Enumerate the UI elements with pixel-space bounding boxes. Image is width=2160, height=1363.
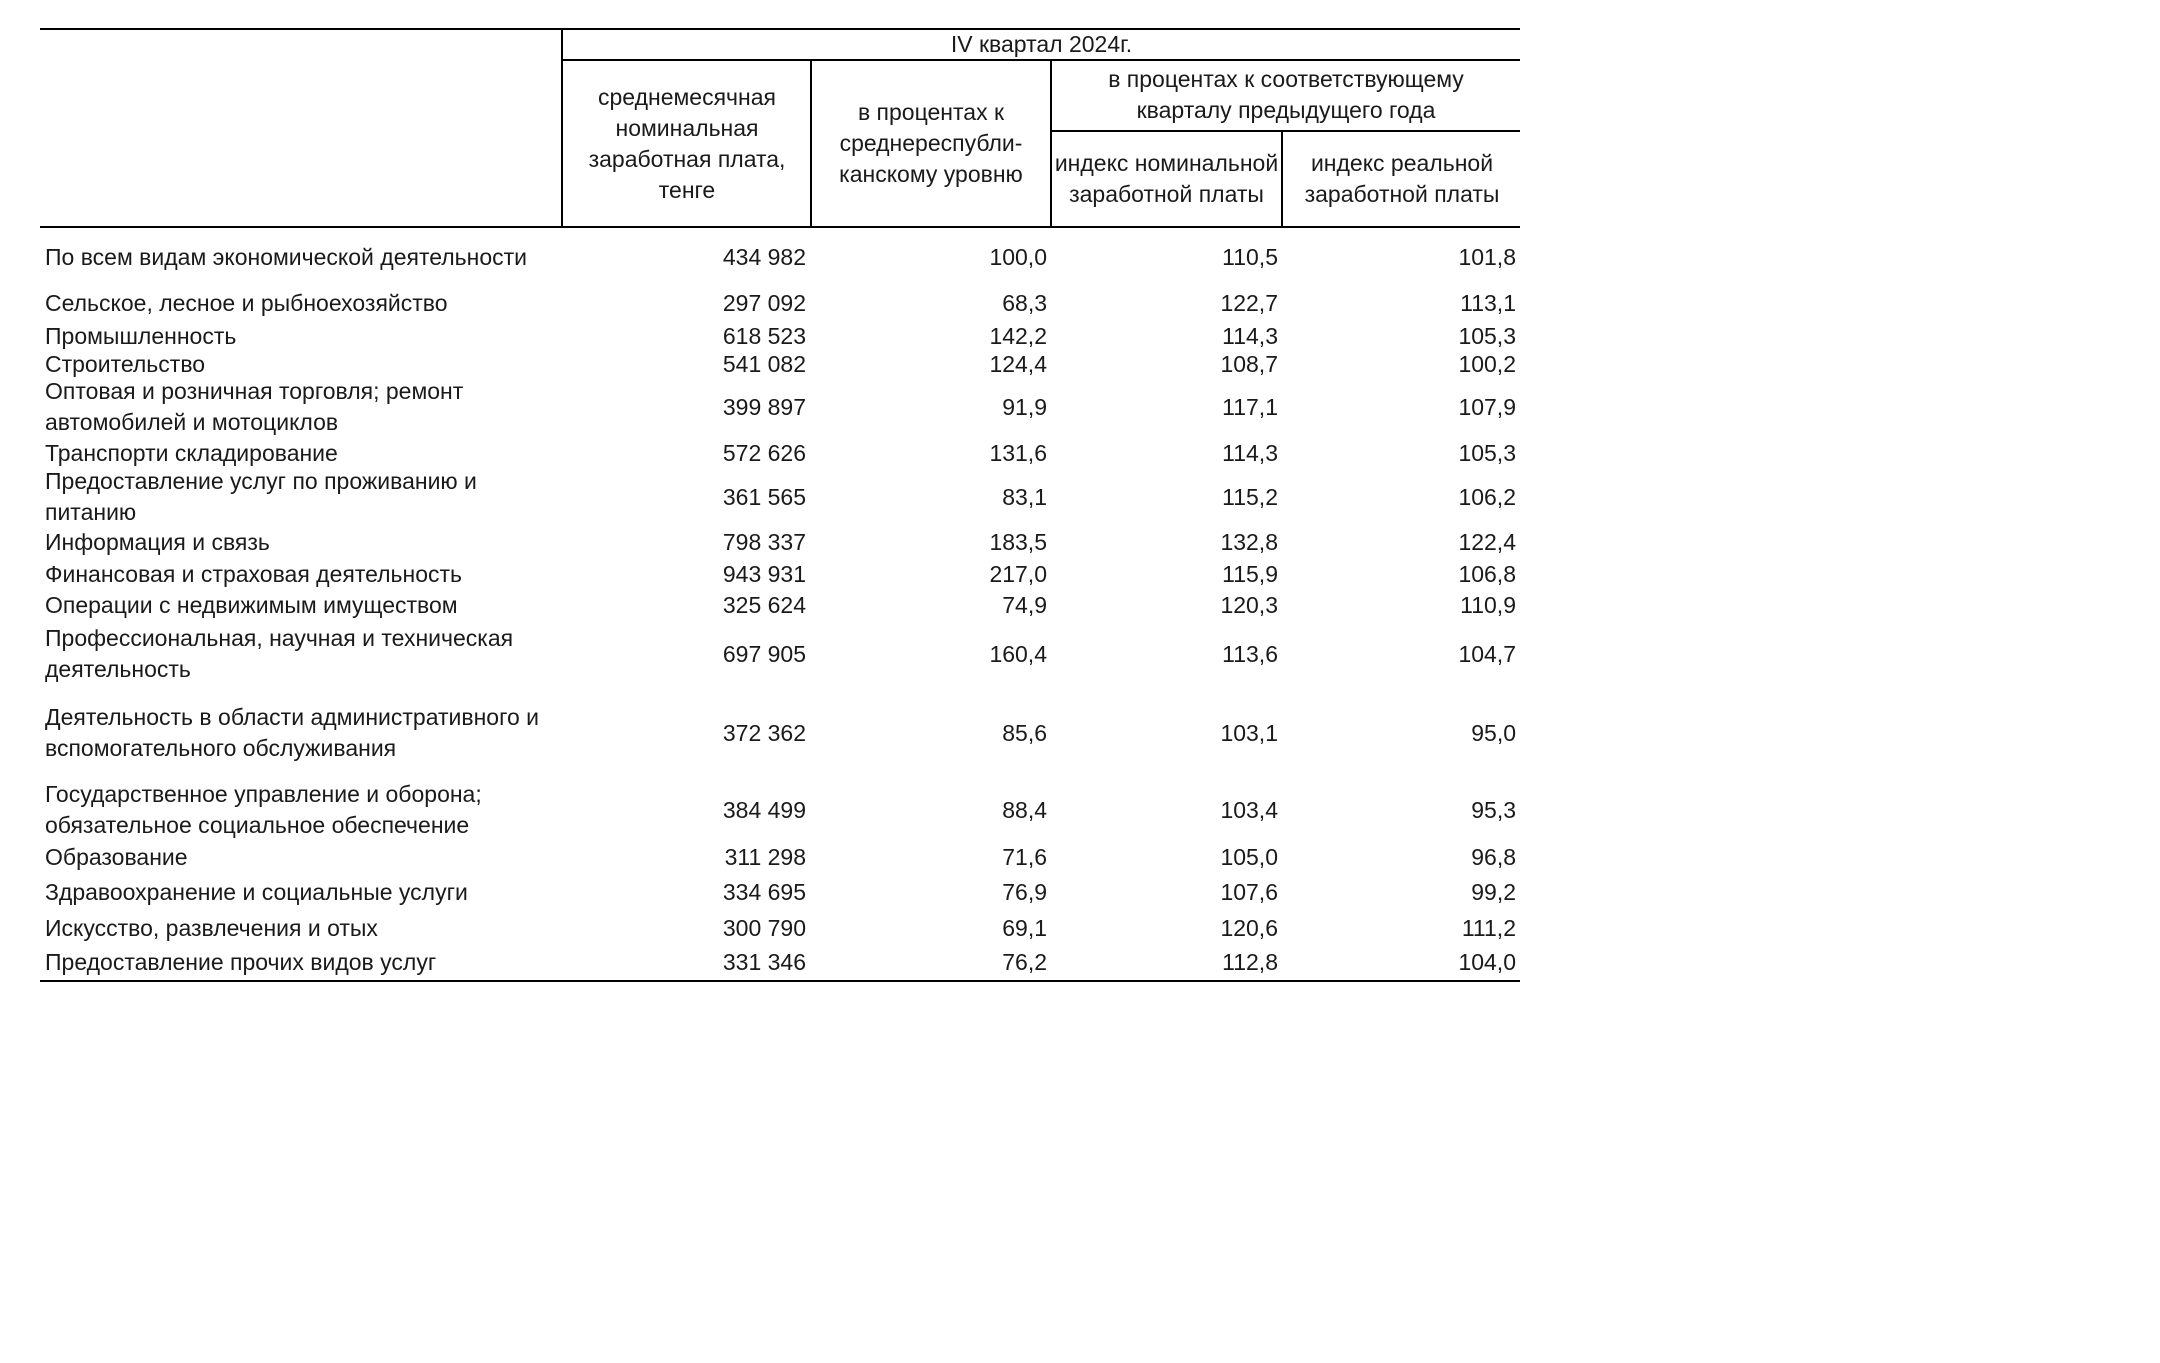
row-nominal-index: 112,8 (1222, 949, 1278, 975)
row-real-index: 99,2 (1471, 878, 1516, 905)
row-real-index: 105,3 (1458, 322, 1516, 349)
row-name: Деятельность в области административного и вспомогательного обслуживания (45, 704, 539, 761)
row-real-index: 104,7 (1458, 640, 1516, 667)
row-nominal-index: 117,1 (1222, 393, 1278, 420)
row-pct-avg: 76,2 (1002, 949, 1047, 975)
row-wage: 541 082 (722, 350, 806, 377)
row-name: Строительство (45, 350, 206, 377)
row-pct-avg: 68,3 (1002, 289, 1047, 316)
row-nominal-index: 114,3 (1222, 322, 1278, 349)
row-real-index: 110,9 (1460, 591, 1516, 618)
row-name: Промышленность (45, 322, 237, 349)
row-wage: 697 905 (722, 640, 806, 667)
header-period: IV квартал 2024г. (950, 30, 1133, 57)
header-wage: среднемесячная номинальная заработная плата, тенге (588, 83, 786, 203)
row-wage: 372 362 (722, 719, 806, 746)
row-name: Профессиональная, научная и техническая деятельность (45, 625, 514, 682)
row-name: Финансовая и страховая деятельность (45, 560, 463, 587)
row-wage: 300 790 (722, 914, 806, 941)
row-name: Транспорти складирование (45, 439, 338, 466)
row-nominal-index: 113,6 (1222, 640, 1278, 667)
row-pct-avg: 131,6 (989, 439, 1047, 466)
row-name: Искусство, развлечения и отых (45, 914, 378, 941)
row-wage: 334 695 (722, 878, 806, 905)
row-wage: 572 626 (722, 439, 806, 466)
row-nominal-index: 120,3 (1220, 591, 1278, 618)
row-wage: 434 982 (722, 243, 806, 270)
row-real-index: 96,8 (1471, 843, 1516, 870)
row-wage: 297 092 (722, 289, 806, 316)
row-real-index: 95,0 (1471, 719, 1516, 746)
row-name: Предоставление прочих видов услуг (45, 949, 437, 975)
row-pct-avg: 74,9 (1002, 591, 1047, 618)
row-pct-avg: 76,9 (1002, 878, 1047, 905)
row-nominal-index: 122,7 (1220, 289, 1278, 316)
header-divider-4 (1281, 131, 1283, 227)
row-real-index: 106,8 (1458, 560, 1516, 587)
header-divider-3 (1050, 60, 1052, 227)
row-nominal-index: 107,6 (1220, 878, 1278, 905)
header-divider-2 (810, 60, 812, 227)
row-real-index: 122,4 (1458, 528, 1516, 555)
row-wage: 311 298 (724, 843, 806, 870)
row-nominal-index: 103,4 (1220, 796, 1278, 823)
row-real-index: 113,1 (1460, 289, 1516, 316)
row-pct-avg: 91,9 (1002, 393, 1047, 420)
row-wage: 361 565 (722, 483, 806, 510)
row-real-index: 105,3 (1458, 439, 1516, 466)
row-nominal-index: 132,8 (1220, 528, 1278, 555)
row-name: Образование (45, 843, 188, 870)
row-pct-avg: 100,0 (989, 243, 1047, 270)
row-nominal-index: 120,6 (1220, 914, 1278, 941)
row-name: Сельское, лесное и рыбноехозяйство (45, 289, 448, 316)
row-nominal-index: 115,2 (1222, 483, 1278, 510)
header-pct-avg: в процентах к среднереспубли-канскому уровню (839, 99, 1023, 187)
table-bottom-rule (40, 980, 1520, 982)
row-real-index: 104,0 (1458, 949, 1516, 975)
row-real-index: 95,3 (1471, 796, 1516, 823)
row-pct-avg: 88,4 (1002, 796, 1047, 823)
row-name: По всем видам экономической деятельности (45, 243, 528, 270)
row-name: Информация и связь (45, 528, 270, 555)
row-pct-avg: 160,4 (989, 640, 1047, 667)
row-nominal-index: 115,9 (1222, 560, 1278, 587)
row-wage: 331 346 (722, 949, 806, 975)
row-wage: 943 931 (722, 560, 806, 587)
row-pct-avg: 69,1 (1002, 914, 1047, 941)
header-real-index: индекс реальной заработной платы (1304, 150, 1500, 207)
row-name: Предоставление услуг по проживанию и питанию (45, 468, 477, 525)
row-nominal-index: 114,3 (1222, 439, 1278, 466)
row-real-index: 100,2 (1458, 350, 1516, 377)
row-nominal-index: 110,5 (1222, 243, 1278, 270)
row-nominal-index: 108,7 (1220, 350, 1278, 377)
row-wage: 325 624 (722, 591, 806, 618)
row-name: Операции с недвижимым имуществом (45, 591, 458, 618)
row-pct-avg: 183,5 (989, 528, 1047, 555)
row-wage: 399 897 (722, 393, 806, 420)
row-real-index: 101,8 (1458, 243, 1516, 270)
row-pct-avg: 83,1 (1002, 483, 1047, 510)
row-pct-avg: 85,6 (1002, 719, 1047, 746)
row-name: Оптовая и розничная торговля; ремонт автомобилей и мотоциклов (45, 378, 464, 435)
row-wage: 384 499 (722, 796, 806, 823)
row-pct-avg: 71,6 (1002, 843, 1047, 870)
row-pct-avg: 124,4 (989, 350, 1047, 377)
row-nominal-index: 103,1 (1220, 719, 1278, 746)
row-real-index: 111,2 (1461, 914, 1516, 941)
row-real-index: 107,9 (1458, 393, 1516, 420)
header-pct-prev-group: в процентах к соответствующему кварталу предыдущего года (1108, 65, 1464, 123)
row-name: Государственное управление и оборона; обязательное социальное обеспечение (45, 781, 482, 838)
row-pct-avg: 142,2 (989, 322, 1047, 349)
row-nominal-index: 105,0 (1220, 843, 1278, 870)
row-wage: 798 337 (722, 528, 806, 555)
row-name: Здравоохранение и социальные услуги (45, 878, 468, 905)
row-wage: 618 523 (722, 322, 806, 349)
row-real-index: 106,2 (1458, 483, 1516, 510)
row-pct-avg: 217,0 (989, 560, 1047, 587)
header-nominal-index: индекс номинальной заработной платы (1054, 150, 1279, 207)
